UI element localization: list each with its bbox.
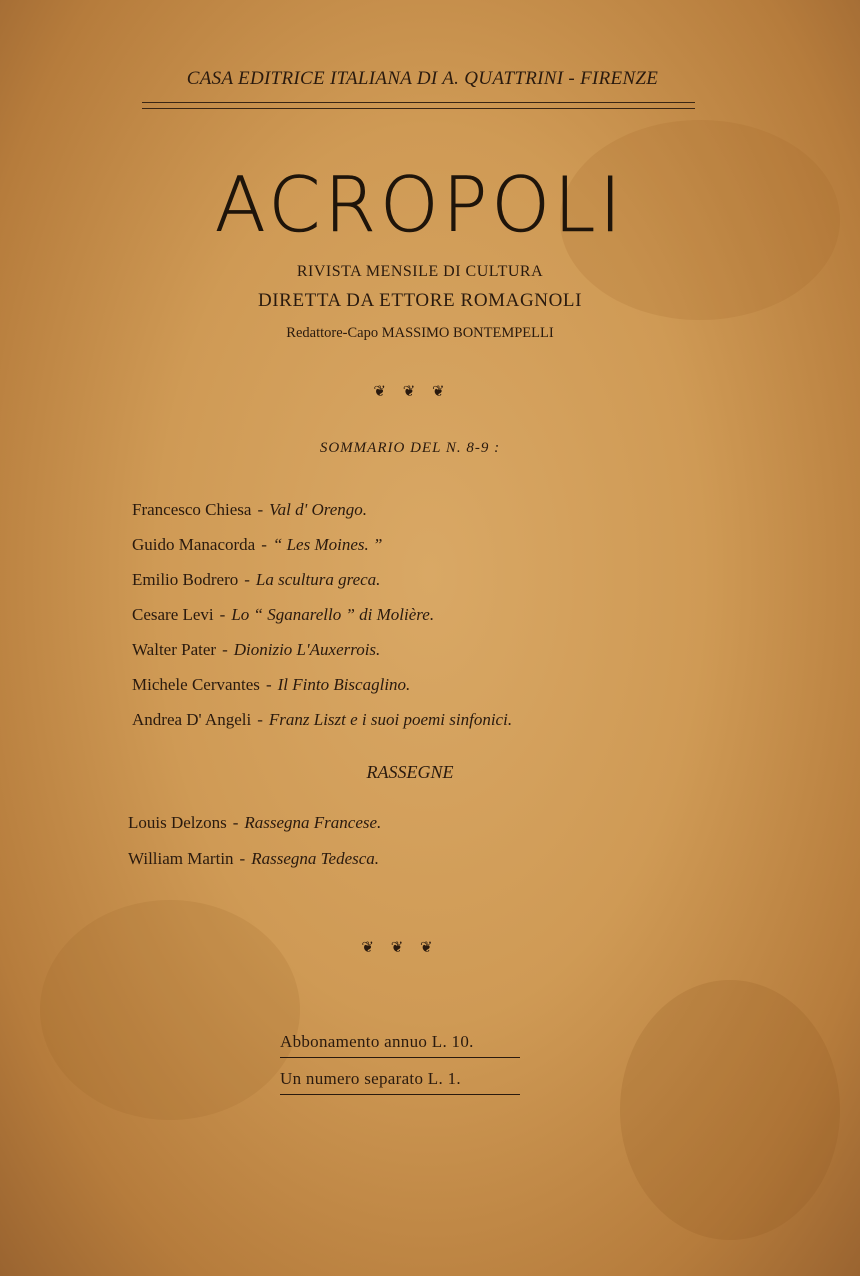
separator: -	[222, 640, 228, 659]
article-title: La scultura greca.	[255, 570, 381, 589]
article-title: “ Les Moines. ”	[272, 535, 383, 554]
list-item	[132, 597, 752, 632]
list-item	[132, 632, 752, 667]
paper-stain	[40, 900, 300, 1120]
list-item	[132, 667, 752, 702]
separator: -	[232, 813, 239, 832]
article-author: Andrea D' Angeli	[132, 710, 252, 729]
list-item	[132, 562, 752, 597]
article-author: Michele Cervantes	[132, 675, 260, 694]
price-rule	[280, 1094, 520, 1095]
paper-stain	[620, 980, 840, 1240]
summary-heading: SOMMARIO DEL N. 8-9 :	[319, 440, 501, 456]
fleuron-ornament-icon: ❦ ❦ ❦	[361, 938, 439, 956]
article-author: William Martin	[128, 849, 234, 868]
magazine-subtitle: RIVISTA MENSILE DI CULTURA	[296, 263, 544, 280]
fleuron-ornament-icon: ❦ ❦ ❦	[373, 382, 451, 400]
article-title: Rassegna Francese.	[244, 813, 382, 832]
list-item	[132, 492, 752, 527]
price-rule	[280, 1057, 520, 1058]
article-title: Rassegna Tedesca.	[251, 849, 380, 868]
article-title: Lo “ Sganarello ” di Molière.	[231, 605, 435, 624]
editor-line: Redattore-Capo MASSIMO BONTEMPELLI	[286, 325, 554, 341]
director-line: DIRETTA DA ETTORE ROMAGNOLI	[257, 290, 583, 311]
publisher-rule-bottom	[142, 108, 695, 109]
magazine-title: ACROPOLI	[214, 160, 626, 249]
publisher-line: CASA EDITRICE ITALIANA DI A. QUATTRINI - FIRENZE	[186, 68, 659, 89]
separator: -	[257, 500, 264, 519]
rassegne-heading: RASSEGNE	[366, 762, 454, 782]
separator: -	[261, 535, 267, 554]
article-author: Emilio Bodrero	[132, 570, 239, 589]
list-item	[128, 805, 748, 841]
article-title: Dionizio L'Auxerrois.	[233, 640, 381, 659]
separator: -	[257, 710, 263, 729]
list-item	[132, 527, 752, 562]
list-item	[128, 841, 748, 877]
article-title: Franz Liszt e i suoi poemi sinfonici.	[268, 710, 513, 729]
article-author: Louis Delzons	[128, 813, 227, 832]
article-author: Walter Pater	[132, 640, 217, 659]
article-author: Cesare Levi	[132, 605, 214, 624]
separator: -	[265, 675, 272, 694]
annual-subscription-price: Abbonamento annuo L. 10.	[280, 1032, 474, 1051]
article-author: Francesco Chiesa	[132, 500, 252, 519]
separator: -	[244, 570, 250, 589]
separator: -	[219, 605, 226, 624]
publisher-rule-top	[142, 102, 695, 103]
rassegne-list	[128, 805, 748, 877]
summary-list	[132, 492, 752, 737]
list-item	[132, 702, 752, 737]
single-issue-price: Un numero separato L. 1.	[280, 1069, 461, 1088]
article-title: Val d' Orengo.	[269, 500, 368, 519]
separator: -	[239, 849, 246, 868]
article-author: Guido Manacorda	[132, 535, 256, 554]
article-title: Il Finto Biscaglino.	[277, 675, 411, 694]
